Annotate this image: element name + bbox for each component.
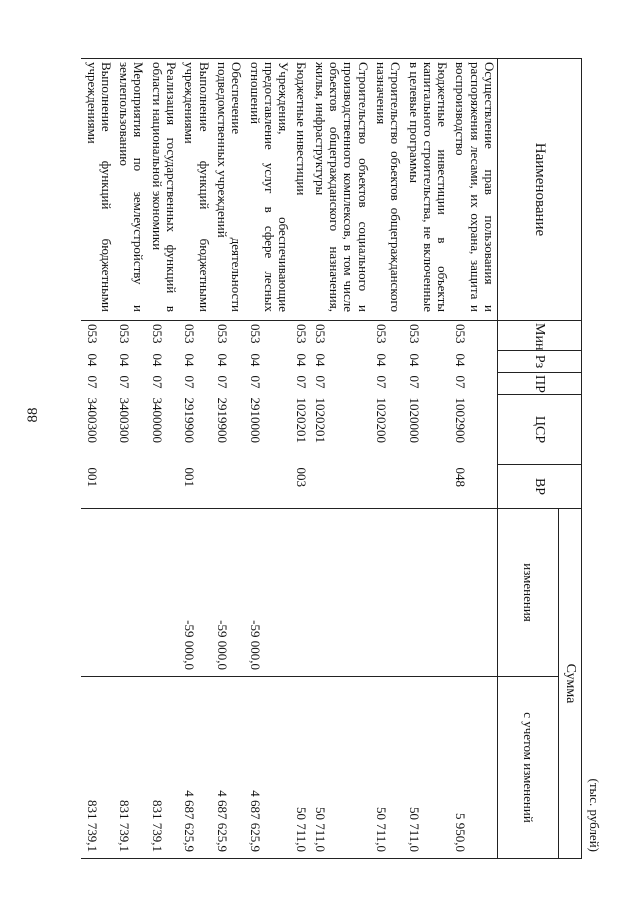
- cell-total: 831 739,1: [81, 677, 114, 859]
- cell-total: 831 739,1: [114, 677, 147, 859]
- cell-vr: 001: [81, 465, 114, 509]
- cell-total: 831 739,1: [146, 677, 179, 859]
- cell-change: [371, 509, 404, 677]
- cell-total: 50 711,0: [309, 677, 370, 859]
- cell-name: Бюджетные инвестиции: [291, 59, 309, 321]
- cell-min: 053: [84, 324, 100, 344]
- table-row: [179, 59, 212, 859]
- cell-csr: 3400300: [84, 397, 100, 443]
- cell-name: Бюджетные инвестиции в объекты капитального строительства, не включенные в целевые программы: [403, 59, 450, 321]
- cell-change: [309, 509, 370, 677]
- cell-pr: 07: [247, 375, 263, 389]
- cell-pr: 07: [149, 375, 165, 389]
- cell-csr: 2919900: [182, 397, 198, 443]
- header-rz: Рз: [498, 351, 582, 373]
- cell-vr: [403, 465, 450, 509]
- budget-table: [81, 58, 582, 859]
- cell-total: 4 687 625,9: [179, 677, 212, 859]
- table-row: [403, 59, 450, 859]
- cell-min: 053: [117, 324, 133, 344]
- header-min: Мин: [498, 321, 582, 351]
- cell-min: 053: [406, 324, 422, 344]
- cell-rz: 04: [247, 353, 263, 367]
- cell-total: 4 687 625,9: [244, 677, 291, 859]
- cell-name: Осуществление прав пользования и распоряжения лесами, их охрана, защита и воспроизводство: [450, 59, 497, 321]
- cell-rz: 04: [84, 353, 100, 367]
- rotated-page: [84, 58, 604, 858]
- cell-vr: 048: [450, 465, 497, 509]
- cell-csr: 2910000: [247, 397, 263, 443]
- cell-vr: 003: [291, 465, 309, 509]
- cell-min: 053: [312, 324, 328, 344]
- header-sum: Сумма: [559, 509, 582, 859]
- table-row: [146, 59, 179, 859]
- header-total: с учетом изменений: [498, 677, 559, 859]
- cell-vr: [244, 465, 291, 509]
- cell-pr: 07: [182, 375, 198, 389]
- cell-name: Строительство объектов социального и производственного комплексов, в том числе объектов общегражданского назначения, жилья, инфраструктуры: [309, 59, 370, 321]
- cell-change: [146, 509, 179, 677]
- cell-change: -59 000,0: [179, 509, 212, 677]
- cell-change: [291, 509, 309, 677]
- cell-rz: 04: [312, 353, 328, 367]
- table-row: [291, 59, 309, 859]
- cell-rz: 04: [149, 353, 165, 367]
- cell-rz: 04: [373, 353, 389, 367]
- header-change: изменения: [498, 509, 559, 677]
- cell-name: Строительство объектов общегражданского назначения: [371, 59, 404, 321]
- cell-pr: 07: [117, 375, 133, 389]
- cell-min: 053: [294, 324, 310, 344]
- cell-csr: 3400300: [117, 397, 133, 443]
- table-body: [81, 59, 497, 859]
- cell-csr: 3400000: [149, 397, 165, 443]
- page-number: 88: [25, 407, 41, 423]
- cell-rz: 04: [294, 353, 310, 367]
- cell-total: 50 711,0: [403, 677, 450, 859]
- table-row: [244, 59, 291, 859]
- cell-csr: 1020201: [312, 397, 328, 443]
- header-csr: ЦСР: [498, 395, 582, 465]
- cell-vr: [309, 465, 370, 509]
- cell-change: [450, 509, 497, 677]
- cell-rz: 04: [182, 353, 198, 367]
- cell-min: 053: [373, 324, 389, 344]
- cell-change: -59 000,0: [244, 509, 291, 677]
- cell-total: 50 711,0: [291, 677, 309, 859]
- cell-csr: 2919900: [214, 397, 230, 443]
- table-row: [212, 59, 245, 859]
- header-pr: ПР: [498, 373, 582, 395]
- cell-total: 4 687 625,9: [212, 677, 245, 859]
- cell-name: Учреждения, обеспечивающие предоставление услуг в сфере лесных отношений: [244, 59, 291, 321]
- table-row: [371, 59, 404, 859]
- units-label: (тыс. рублей): [587, 778, 602, 852]
- cell-vr: [146, 465, 179, 509]
- cell-min: 053: [149, 324, 165, 344]
- cell-pr: 07: [406, 375, 422, 389]
- table-row: [450, 59, 497, 859]
- cell-pr: 07: [453, 375, 469, 389]
- table-row: [114, 59, 147, 859]
- cell-csr: 1020000: [406, 397, 422, 443]
- cell-rz: 04: [406, 353, 422, 367]
- cell-pr: 07: [84, 375, 100, 389]
- cell-name: Реализация государственных функций в области национальной экономики: [146, 59, 179, 321]
- cell-min: 053: [182, 324, 198, 344]
- cell-name: Мероприятия по землеустройству и землепользованию: [114, 59, 147, 321]
- cell-name: Обеспечение деятельности подведомственных учреждений: [212, 59, 245, 321]
- cell-pr: 07: [312, 375, 328, 389]
- cell-vr: 001: [179, 465, 212, 509]
- cell-pr: 07: [373, 375, 389, 389]
- table-row: [309, 59, 370, 859]
- cell-min: 053: [453, 324, 469, 344]
- cell-pr: 07: [294, 375, 310, 389]
- cell-rz: 04: [214, 353, 230, 367]
- cell-vr: [212, 465, 245, 509]
- cell-csr: 1020200: [373, 397, 389, 443]
- cell-change: [403, 509, 450, 677]
- table-row: [81, 59, 114, 859]
- cell-change: [81, 509, 114, 677]
- cell-rz: 04: [453, 353, 469, 367]
- cell-name: Выполнение функций бюджетными учреждениями: [81, 59, 114, 321]
- cell-min: 053: [247, 324, 263, 344]
- cell-total: 5 950,0: [450, 677, 497, 859]
- cell-change: -59 000,0: [212, 509, 245, 677]
- header-vr: ВР: [498, 465, 582, 509]
- cell-csr: 1020201: [294, 397, 310, 443]
- cell-rz: 04: [117, 353, 133, 367]
- cell-change: [114, 509, 147, 677]
- header-name: Наименование: [498, 59, 582, 321]
- cell-name: Выполнение функций бюджетными учреждениями: [179, 59, 212, 321]
- cell-csr: 1002900: [453, 397, 469, 443]
- cell-vr: [371, 465, 404, 509]
- cell-min: 053: [214, 324, 230, 344]
- cell-pr: 07: [214, 375, 230, 389]
- cell-vr: [114, 465, 147, 509]
- table-header: [498, 59, 582, 859]
- cell-total: 50 711,0: [371, 677, 404, 859]
